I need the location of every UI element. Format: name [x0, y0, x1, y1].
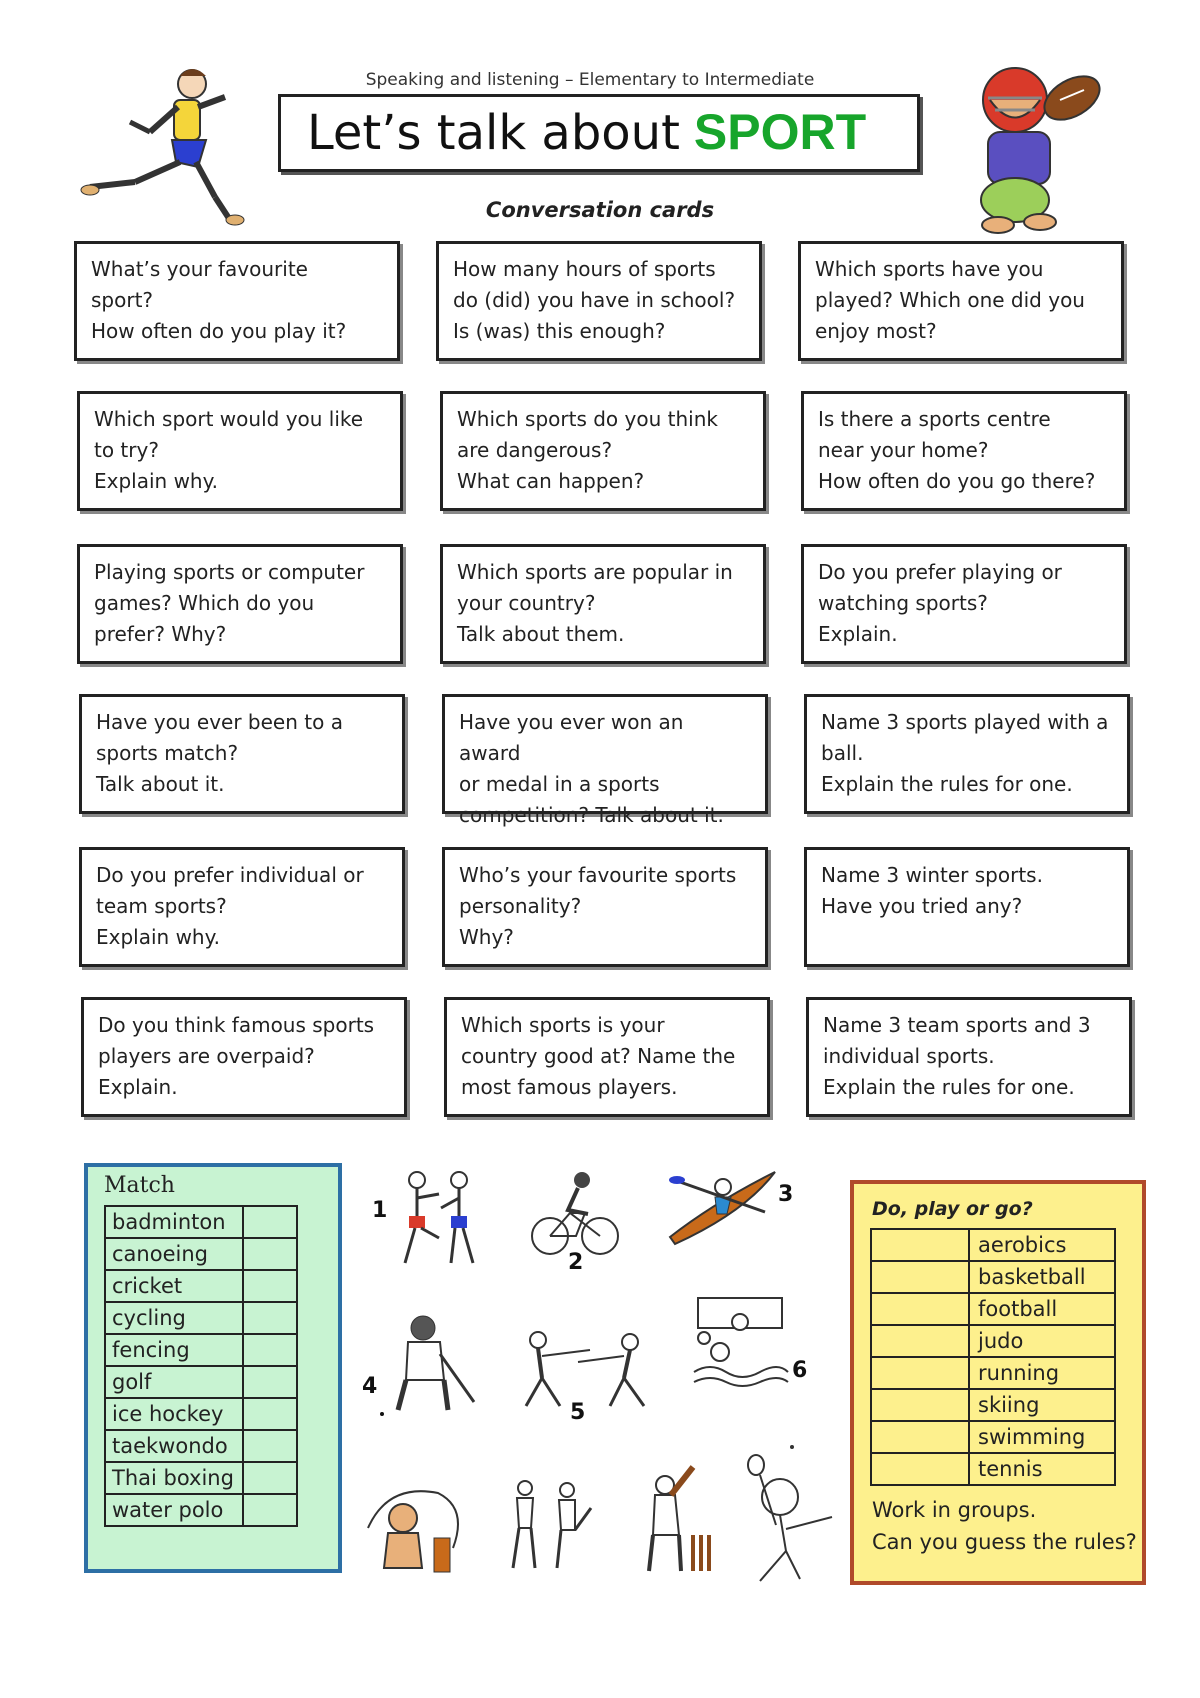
- conversation-card: [440, 544, 766, 664]
- card-line: Do you think famous sports: [98, 1013, 375, 1037]
- card-line: What’s your favourite: [91, 257, 308, 281]
- conversation-card: [798, 241, 1124, 361]
- card-line: near your home?: [818, 438, 989, 462]
- answer-cell[interactable]: [871, 1325, 969, 1357]
- card-line: competition? Talk about it.: [459, 803, 724, 827]
- table-row: tennis: [871, 1453, 1115, 1485]
- card-line: to try?: [94, 438, 159, 462]
- card-line: or medal in a sports: [459, 772, 660, 796]
- card-line: Explain why.: [94, 469, 218, 493]
- card-line: your country?: [457, 591, 596, 615]
- card-line: individual sports.: [823, 1044, 995, 1068]
- do-play-go-table: [870, 1228, 1116, 1486]
- picture-number: 2: [568, 1250, 584, 1275]
- title-box: [278, 94, 920, 172]
- card-line: Which sports have you: [815, 257, 1044, 281]
- card-line: players are overpaid?: [98, 1044, 315, 1068]
- subtitle: Speaking and listening – Elementary to Intermediate: [365, 70, 815, 90]
- card-line: Have you ever won an award: [459, 710, 684, 765]
- card-line: country good at? Name the: [461, 1044, 736, 1068]
- instruction-line: Work in groups.: [872, 1498, 1037, 1522]
- card-line: Explain the rules for one.: [821, 772, 1073, 796]
- card-line: Explain.: [98, 1075, 178, 1099]
- table-row: water polo: [105, 1494, 297, 1526]
- answer-cell[interactable]: [243, 1206, 297, 1238]
- title-prefix: Let’s talk about: [307, 105, 680, 161]
- table-row: Thai boxing: [105, 1462, 297, 1494]
- card-line: Name 3 sports played with a: [821, 710, 1109, 734]
- table-row: swimming: [871, 1421, 1115, 1453]
- card-line: Explain.: [818, 622, 898, 646]
- card-line: ball.: [821, 741, 864, 765]
- card-line: are dangerous?: [457, 438, 613, 462]
- answer-cell[interactable]: [871, 1389, 969, 1421]
- answer-cell[interactable]: [871, 1261, 969, 1293]
- card-line: Name 3 winter sports.: [821, 863, 1043, 887]
- card-line: Which sports are popular in: [457, 560, 733, 584]
- match-box: [84, 1163, 342, 1573]
- card-line: How often do you play it?: [91, 319, 347, 343]
- conversation-card: [81, 997, 407, 1117]
- card-line: What can happen?: [457, 469, 645, 493]
- table-row: running: [871, 1357, 1115, 1389]
- table-row: badminton: [105, 1206, 297, 1238]
- table-row: aerobics: [871, 1229, 1115, 1261]
- picture-number: 4: [362, 1374, 378, 1399]
- card-line: Have you ever been to a: [96, 710, 343, 734]
- table-row: football: [871, 1293, 1115, 1325]
- conversation-card: [442, 847, 768, 967]
- conversation-card: [74, 241, 400, 361]
- conversation-card: [77, 391, 403, 511]
- card-line: Have you tried any?: [821, 894, 1023, 918]
- card-line: Talk about it.: [96, 772, 225, 796]
- card-line: Which sports do you think: [457, 407, 718, 431]
- instruction-line: Can you guess the rules?: [872, 1530, 1137, 1554]
- table-row: taekwondo: [105, 1430, 297, 1462]
- card-line: sport?: [91, 288, 154, 312]
- table-row: golf: [105, 1366, 297, 1398]
- card-line: Playing sports or computer: [94, 560, 365, 584]
- answer-cell[interactable]: [243, 1366, 297, 1398]
- do-play-go-box: [850, 1180, 1146, 1585]
- conversation-card: [442, 694, 768, 827]
- card-line: Why?: [459, 925, 514, 949]
- conversation-card: [79, 847, 405, 967]
- table-row: ice hockey: [105, 1398, 297, 1430]
- answer-cell[interactable]: [243, 1302, 297, 1334]
- card-line: sports match?: [96, 741, 239, 765]
- conversation-card: [801, 544, 1127, 664]
- answer-cell[interactable]: [871, 1453, 969, 1485]
- answer-cell[interactable]: [871, 1357, 969, 1389]
- page-title: [307, 103, 866, 161]
- ice-hockey-picture: [378, 1310, 478, 1420]
- card-line: team sports?: [96, 894, 227, 918]
- picture-number: 5: [570, 1400, 586, 1425]
- card-line: Is (was) this enough?: [453, 319, 666, 343]
- card-line: How often do you go there?: [818, 469, 1096, 493]
- card-line: Which sport would you like: [94, 407, 364, 431]
- cards-heading: Conversation cards: [485, 198, 715, 222]
- table-row: skiing: [871, 1389, 1115, 1421]
- answer-cell[interactable]: [871, 1229, 969, 1261]
- card-line: Do you prefer playing or: [818, 560, 1062, 584]
- card-line: Explain why.: [96, 925, 220, 949]
- card-line: prefer? Why?: [94, 622, 227, 646]
- answer-cell[interactable]: [871, 1421, 969, 1453]
- cricket-picture: [635, 1465, 715, 1575]
- conversation-card: [801, 391, 1127, 511]
- answer-cell[interactable]: [243, 1398, 297, 1430]
- card-line: played? Which one did you: [815, 288, 1085, 312]
- answer-cell[interactable]: [243, 1430, 297, 1462]
- answer-cell[interactable]: [243, 1334, 297, 1366]
- taekwondo-picture: [505, 1478, 595, 1573]
- card-line: watching sports?: [818, 591, 988, 615]
- card-line: do (did) you have in school?: [453, 288, 736, 312]
- badminton-picture: [740, 1445, 840, 1585]
- conversation-card: [79, 694, 405, 814]
- conversation-card: [440, 391, 766, 511]
- canoeing-picture: [665, 1162, 780, 1247]
- card-line: Is there a sports centre: [818, 407, 1051, 431]
- conversation-card: [806, 997, 1132, 1117]
- thai-boxing-picture: [395, 1168, 485, 1268]
- football-player-illustration: [960, 60, 1110, 235]
- table-row: judo: [871, 1325, 1115, 1357]
- conversation-card: [804, 694, 1130, 814]
- card-line: enjoy most?: [815, 319, 937, 343]
- card-line: Which sports is your: [461, 1013, 665, 1037]
- answer-cell[interactable]: [243, 1462, 297, 1494]
- card-line: Name 3 team sports and 3: [823, 1013, 1091, 1037]
- table-row: canoeing: [105, 1238, 297, 1270]
- table-row: fencing: [105, 1334, 297, 1366]
- table-row: basketball: [871, 1261, 1115, 1293]
- match-table: [104, 1205, 298, 1527]
- table-row: cycling: [105, 1302, 297, 1334]
- cycling-picture: [530, 1168, 620, 1258]
- conversation-card: [804, 847, 1130, 967]
- answer-cell[interactable]: [243, 1494, 297, 1526]
- runner-illustration: [80, 62, 250, 227]
- table-row: cricket: [105, 1270, 297, 1302]
- card-line: Who’s your favourite sports: [459, 863, 737, 887]
- conversation-card: [436, 241, 762, 361]
- card-line: Explain the rules for one.: [823, 1075, 1075, 1099]
- title-highlight: SPORT: [693, 104, 867, 160]
- answer-cell[interactable]: [243, 1270, 297, 1302]
- conversation-card: [77, 544, 403, 664]
- card-line: How many hours of sports: [453, 257, 716, 281]
- card-line: Talk about them.: [457, 622, 625, 646]
- fencing-picture: [520, 1328, 650, 1408]
- water-polo-picture: [690, 1292, 790, 1392]
- card-line: games? Which do you: [94, 591, 315, 615]
- card-line: Do you prefer individual or: [96, 863, 364, 887]
- card-line: personality?: [459, 894, 582, 918]
- match-title: Match: [104, 1173, 175, 1198]
- golf-picture: [358, 1478, 473, 1578]
- do-play-go-title: Do, play or go?: [872, 1198, 1033, 1220]
- conversation-card: [444, 997, 770, 1117]
- answer-cell[interactable]: [243, 1238, 297, 1270]
- picture-number: 1: [372, 1198, 388, 1223]
- answer-cell[interactable]: [871, 1293, 969, 1325]
- picture-number: 6: [792, 1358, 808, 1383]
- picture-number: 3: [778, 1182, 794, 1207]
- card-line: most famous players.: [461, 1075, 678, 1099]
